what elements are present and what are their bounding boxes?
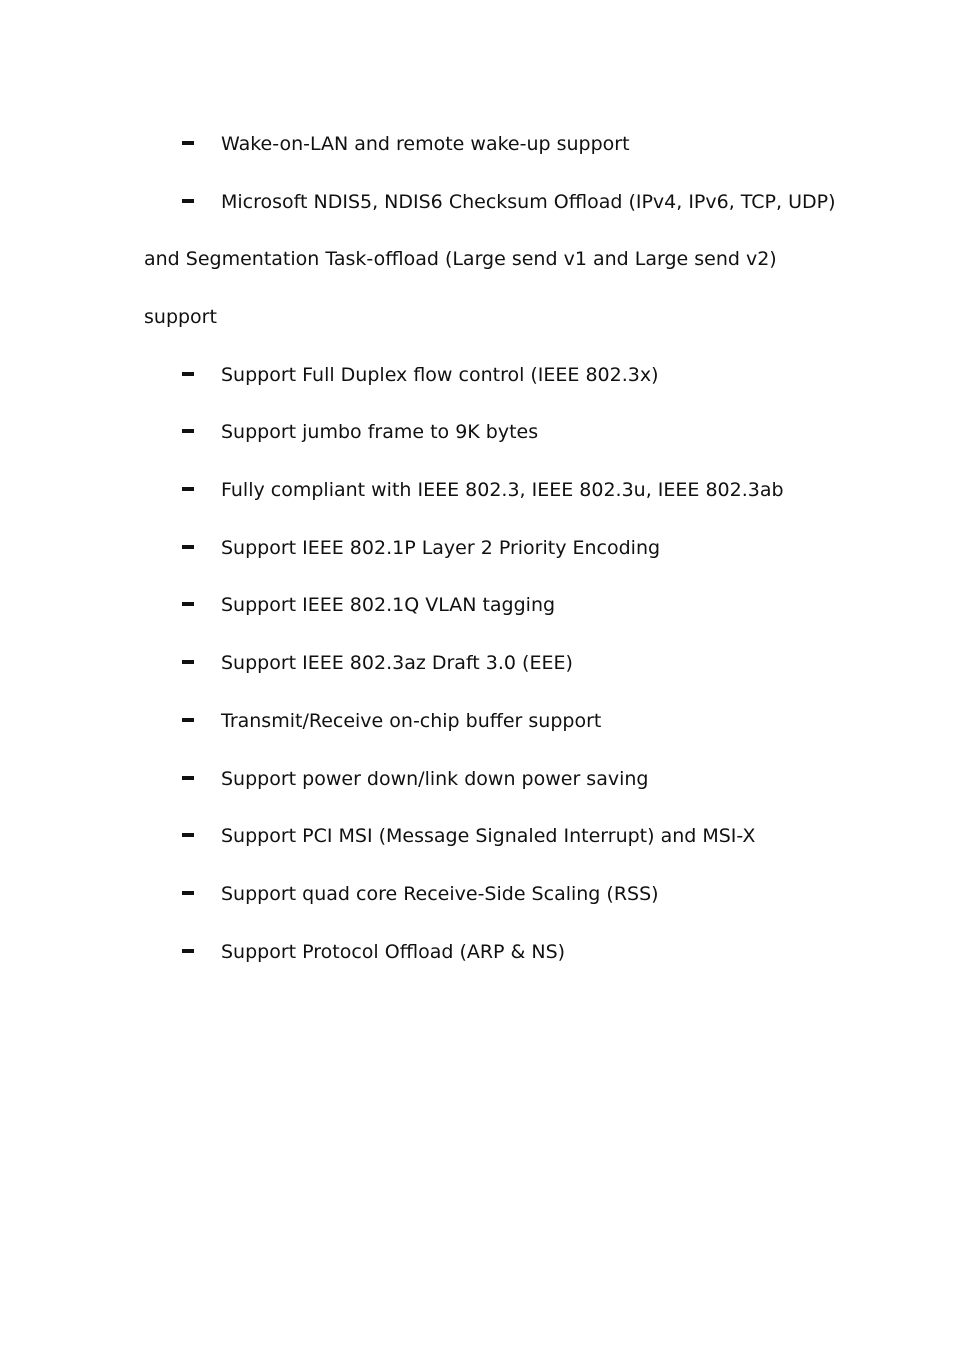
dash-bullet-icon (182, 833, 194, 837)
dash-bullet-icon (182, 141, 194, 145)
list-item (0, 764, 954, 794)
list-item-text: Support power down/link down power saving (221, 768, 649, 790)
list-item-text: Support PCI MSI (Message Signaled Interrupt) and MSI-X (221, 825, 756, 847)
list-item-text: Wake-on-LAN and remote wake-up support (221, 133, 630, 155)
list-item-continuation: and Segmentation Task-offload (Large send v1 and Large send v2) (144, 248, 777, 270)
list-item-text: Support IEEE 802.1Q VLAN tagging (221, 594, 556, 616)
dash-bullet-icon (182, 487, 194, 491)
list-item-continuation: support (144, 306, 217, 328)
dash-bullet-icon (182, 429, 194, 433)
list-item-text: Transmit/Receive on-chip buffer support (221, 710, 602, 732)
list-item (0, 821, 954, 851)
dash-bullet-icon (182, 891, 194, 895)
dash-bullet-icon (182, 949, 194, 953)
dash-bullet-icon (182, 545, 194, 549)
dash-bullet-icon (182, 776, 194, 780)
list-item (0, 417, 954, 447)
list-item (0, 706, 954, 736)
dash-bullet-icon (182, 660, 194, 664)
list-item-text: Support IEEE 802.3az Draft 3.0 (EEE) (221, 652, 573, 674)
list-item (0, 360, 954, 390)
list-item (0, 879, 954, 909)
list-item-text: Microsoft NDIS5, NDIS6 Checksum Offload (IPv4, IPv6, TCP, UDP) (221, 191, 836, 213)
list-item-text: Support quad core Receive-Side Scaling (RSS) (221, 883, 659, 905)
list-item (0, 129, 954, 159)
list-item (0, 648, 954, 678)
list-item-text: Support IEEE 802.1P Layer 2 Priority Encoding (221, 537, 661, 559)
list-item (0, 533, 954, 563)
dash-bullet-icon (182, 372, 194, 376)
list-item-text: Support Full Duplex flow control (IEEE 802.3x) (221, 364, 659, 386)
dash-bullet-icon (182, 602, 194, 606)
list-item-text: Fully compliant with IEEE 802.3, IEEE 802.3u, IEEE 802.3ab (221, 479, 784, 501)
list-item (0, 590, 954, 620)
list-item-text: Support Protocol Offload (ARP & NS) (221, 941, 566, 963)
list-item-text: Support jumbo frame to 9K bytes (221, 421, 539, 443)
list-item (0, 187, 954, 217)
list-item (0, 937, 954, 967)
dash-bullet-icon (182, 199, 194, 203)
dash-bullet-icon (182, 718, 194, 722)
list-item (0, 475, 954, 505)
